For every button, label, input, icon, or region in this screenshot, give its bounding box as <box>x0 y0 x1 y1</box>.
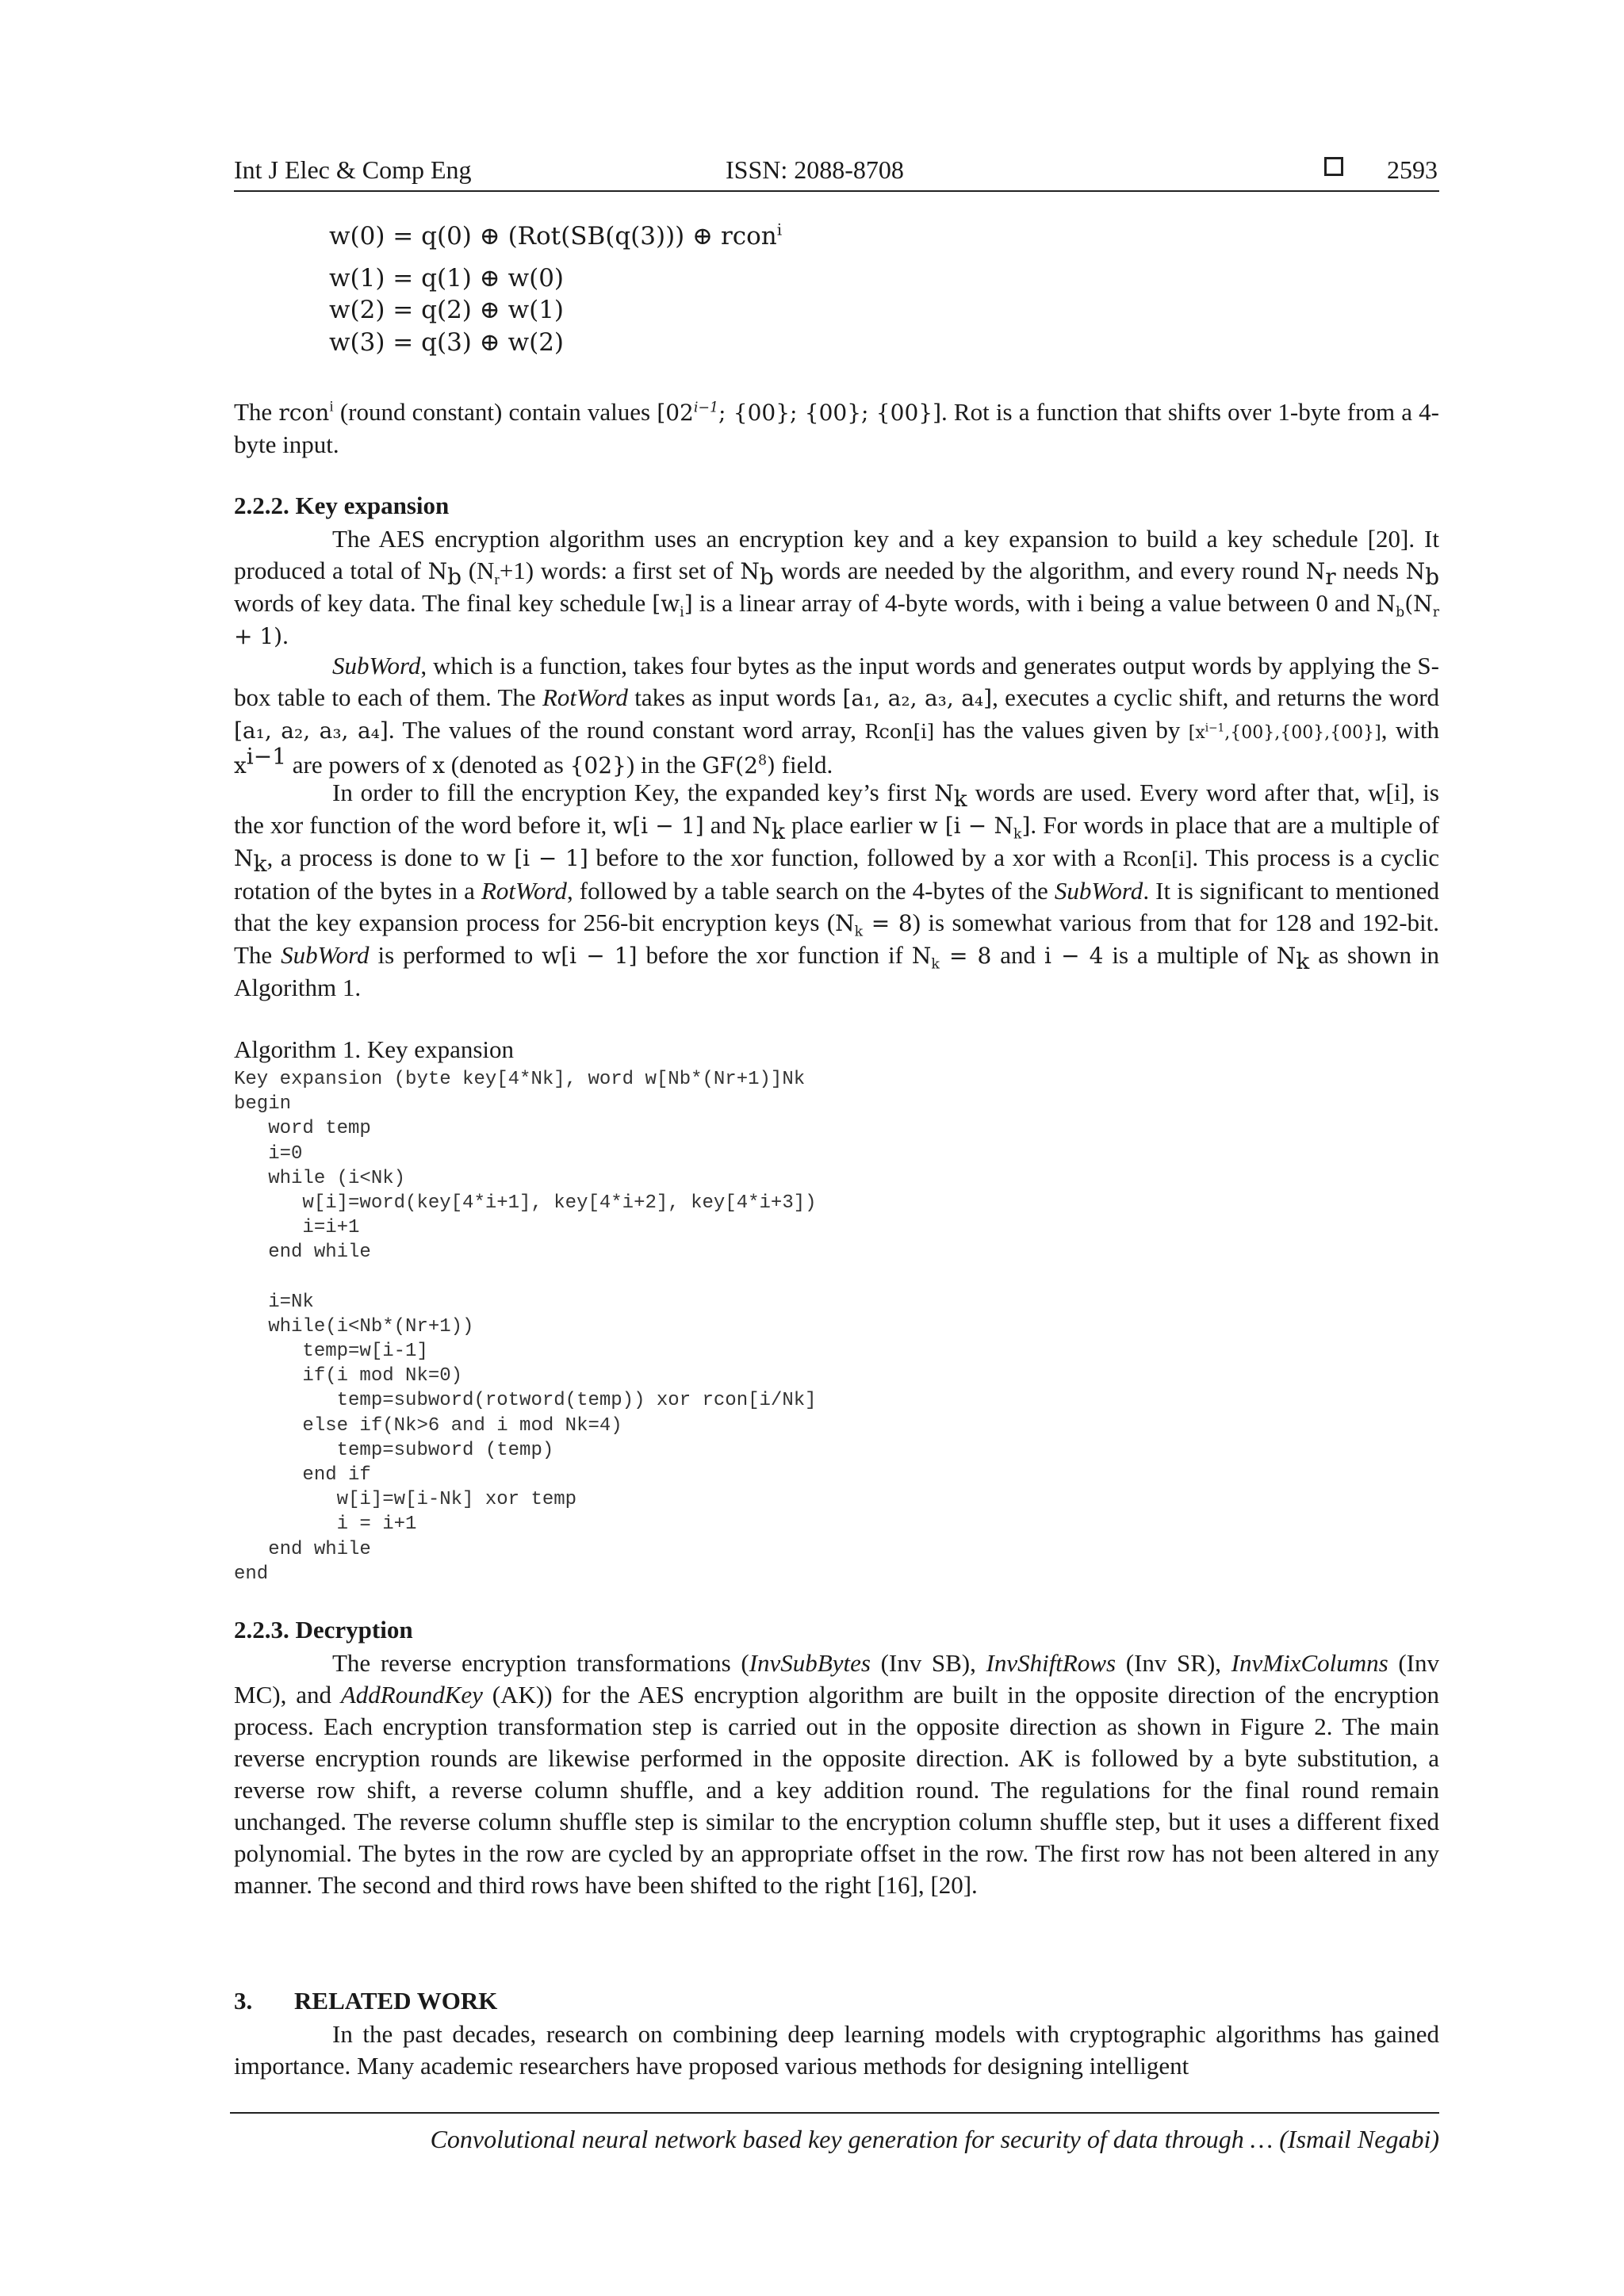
algorithm-code-block <box>234 1067 817 1586</box>
code-line: i=i+1 <box>234 1217 360 1239</box>
square-bullet-icon <box>1324 157 1343 176</box>
code-line: Key expansion (byte key[4*Nk], word w[Nb*(Nr+1)]Nk <box>234 1069 806 1090</box>
code-line: w[i]=word(key[4*i+1], key[4*i+2], key[4*i+3]) <box>234 1192 817 1214</box>
code-line: i=0 <box>234 1142 303 1165</box>
key-expansion-paragraph-2: SubWord, which is a function, takes four bytes as the input words and generates output words by applying the S-box table to each of them. The RotWord takes as input words [a₁, a₂, a₃, a₄], executes a cyclic shift, and returns the word [a₁, a₂, a₃, a₄]. The values of the round constant word array, Rcon[i] has the values given by $[x^{i-1},\{00\},\{00\},\{00\}]$, with $x^{i-1}$ are powers of x (denoted as {02}) in the $GF(2^8)$ field. <box>234 652 1440 779</box>
section-heading-related-work: 3. RELATED WORK <box>234 1987 498 2015</box>
equation-w3: w(3) = q(3) ⊕ w(2) <box>329 328 565 357</box>
code-line: temp=w[i-1] <box>234 1341 428 1363</box>
code-line: i = i+1 <box>234 1513 417 1536</box>
page-number: 2593 <box>1387 155 1438 184</box>
code-line: end <box>234 1563 269 1585</box>
code-line: temp=subword(rotword(temp)) xor rcon[i/Nk] <box>234 1390 817 1412</box>
code-line: temp=subword (temp) <box>234 1439 554 1461</box>
related-work-paragraph: In the past decades, research on combining deep learning models with cryptographic algorithms has gained importance. Many academic researchers have proposed various methods for designing intelligent <box>234 2020 1439 2080</box>
code-line: i=Nk <box>234 1291 314 1313</box>
decryption-paragraph: The reverse encryption transformations (InvSubBytes (Inv SB), InvShiftRows (Inv SR), InvMixColumns (Inv MC), and AddRoundKey (AK)) for the AES encryption algorithm are built in the opposite direction of the encryption process. Each encryption transformation step is carried out in the opposite direction as shown in Figure 2. The main reverse encryption rounds are likewise performed in the opposite direction. AK is followed by a byte substitution, a reverse row shift, a reverse column shuffle, and a key addition round. The regulations for the final round remain unchanged. The reverse column shuffle step is similar to the encryption column shuffle step, but it uses a different fixed polynomial. The bytes in the row are cycled by an appropriate offset in the row. The first row has not been altered in any manner. The second and third rows have been shifted to the right [16], [20]. <box>234 1649 1440 1899</box>
code-line: if(i mod Nk=0) <box>234 1365 463 1387</box>
code-line: end while <box>234 1538 371 1560</box>
issn: ISSN: 2088-8708 <box>726 155 904 184</box>
section-heading-key-expansion: 2.2.2. Key expansion <box>234 492 450 519</box>
key-expansion-paragraph-3: In order to fill the encryption Key, the expanded key’s first $N_k$ words are used. Every word after that, w[i], is the xor function of the word before it, w[i − 1] and $N_k$ place earlier w $[i - N_k]$. For words in place that are a multiple of $N_k$, a process is done to w [i − 1] before to the xor function, followed by a xor with a Rcon[i]. This process is a cyclic rotation of the bytes in a RotWord, followed by a table search on the 4-bytes of the SubWord. It is significant to mentioned that the key expansion process for 256-bit encryption keys $(N_k = 8)$ is somewhat various from that for 128 and 192-bit. The SubWord is performed to w[i − 1] before the xor function if $N_k = 8$ and i − 4 is a multiple of $N_k$ as shown in Algorithm 1. <box>234 779 1440 1001</box>
equation-w2: w(2) = q(2) ⊕ w(1) <box>329 296 565 324</box>
code-line: while(i<Nb*(Nr+1)) <box>234 1315 474 1337</box>
code-line: while (i<Nk) <box>234 1167 406 1189</box>
code-line <box>234 1265 817 1290</box>
equation-w1: w(1) = q(1) ⊕ w(0) <box>329 264 565 293</box>
code-line: end if <box>234 1464 371 1486</box>
running-footer: Convolutional neural network based key generation for security of data through … (Ismail Negabi) <box>230 2112 1439 2154</box>
rcon-paragraph: The rcon$^i$ (round constant) contain values [$02^{i-1}$; {00}; {00}; {00}]. Rot is a function that shifts over 1-byte from a 4-byte input. <box>234 398 1439 458</box>
code-line: begin <box>234 1093 292 1115</box>
equation-w0: w(0) = q(0) ⊕ (Rot(SB(q(3))) ⊕ rcon$^i$ <box>329 220 783 251</box>
code-line: end while <box>234 1242 371 1264</box>
section-heading-decryption: 2.2.3. Decryption <box>234 1616 413 1644</box>
running-header <box>234 155 1439 192</box>
key-expansion-paragraph-1: The AES encryption algorithm uses an encryption key and a key expansion to build a key schedule [20]. It produced a total of $N_b$ $(N_r+1)$ words: a first set of $N_b$ words are needed by the algorithm, and every round $N_r$ needs $N_b$ words of key data. The final key schedule $[w_i]$ is a linear array of 4-byte words, with i being a value between 0 and $N_b(N_r + 1)$. <box>234 525 1439 649</box>
algorithm-title: Algorithm 1. Key expansion <box>234 1035 515 1063</box>
code-line: else if(Nk>6 and i mod Nk=4) <box>234 1414 622 1437</box>
code-line: w[i]=w[i-Nk] xor temp <box>234 1489 577 1511</box>
code-line: word temp <box>234 1118 371 1140</box>
journal-name: Int J Elec & Comp Eng <box>234 155 472 184</box>
